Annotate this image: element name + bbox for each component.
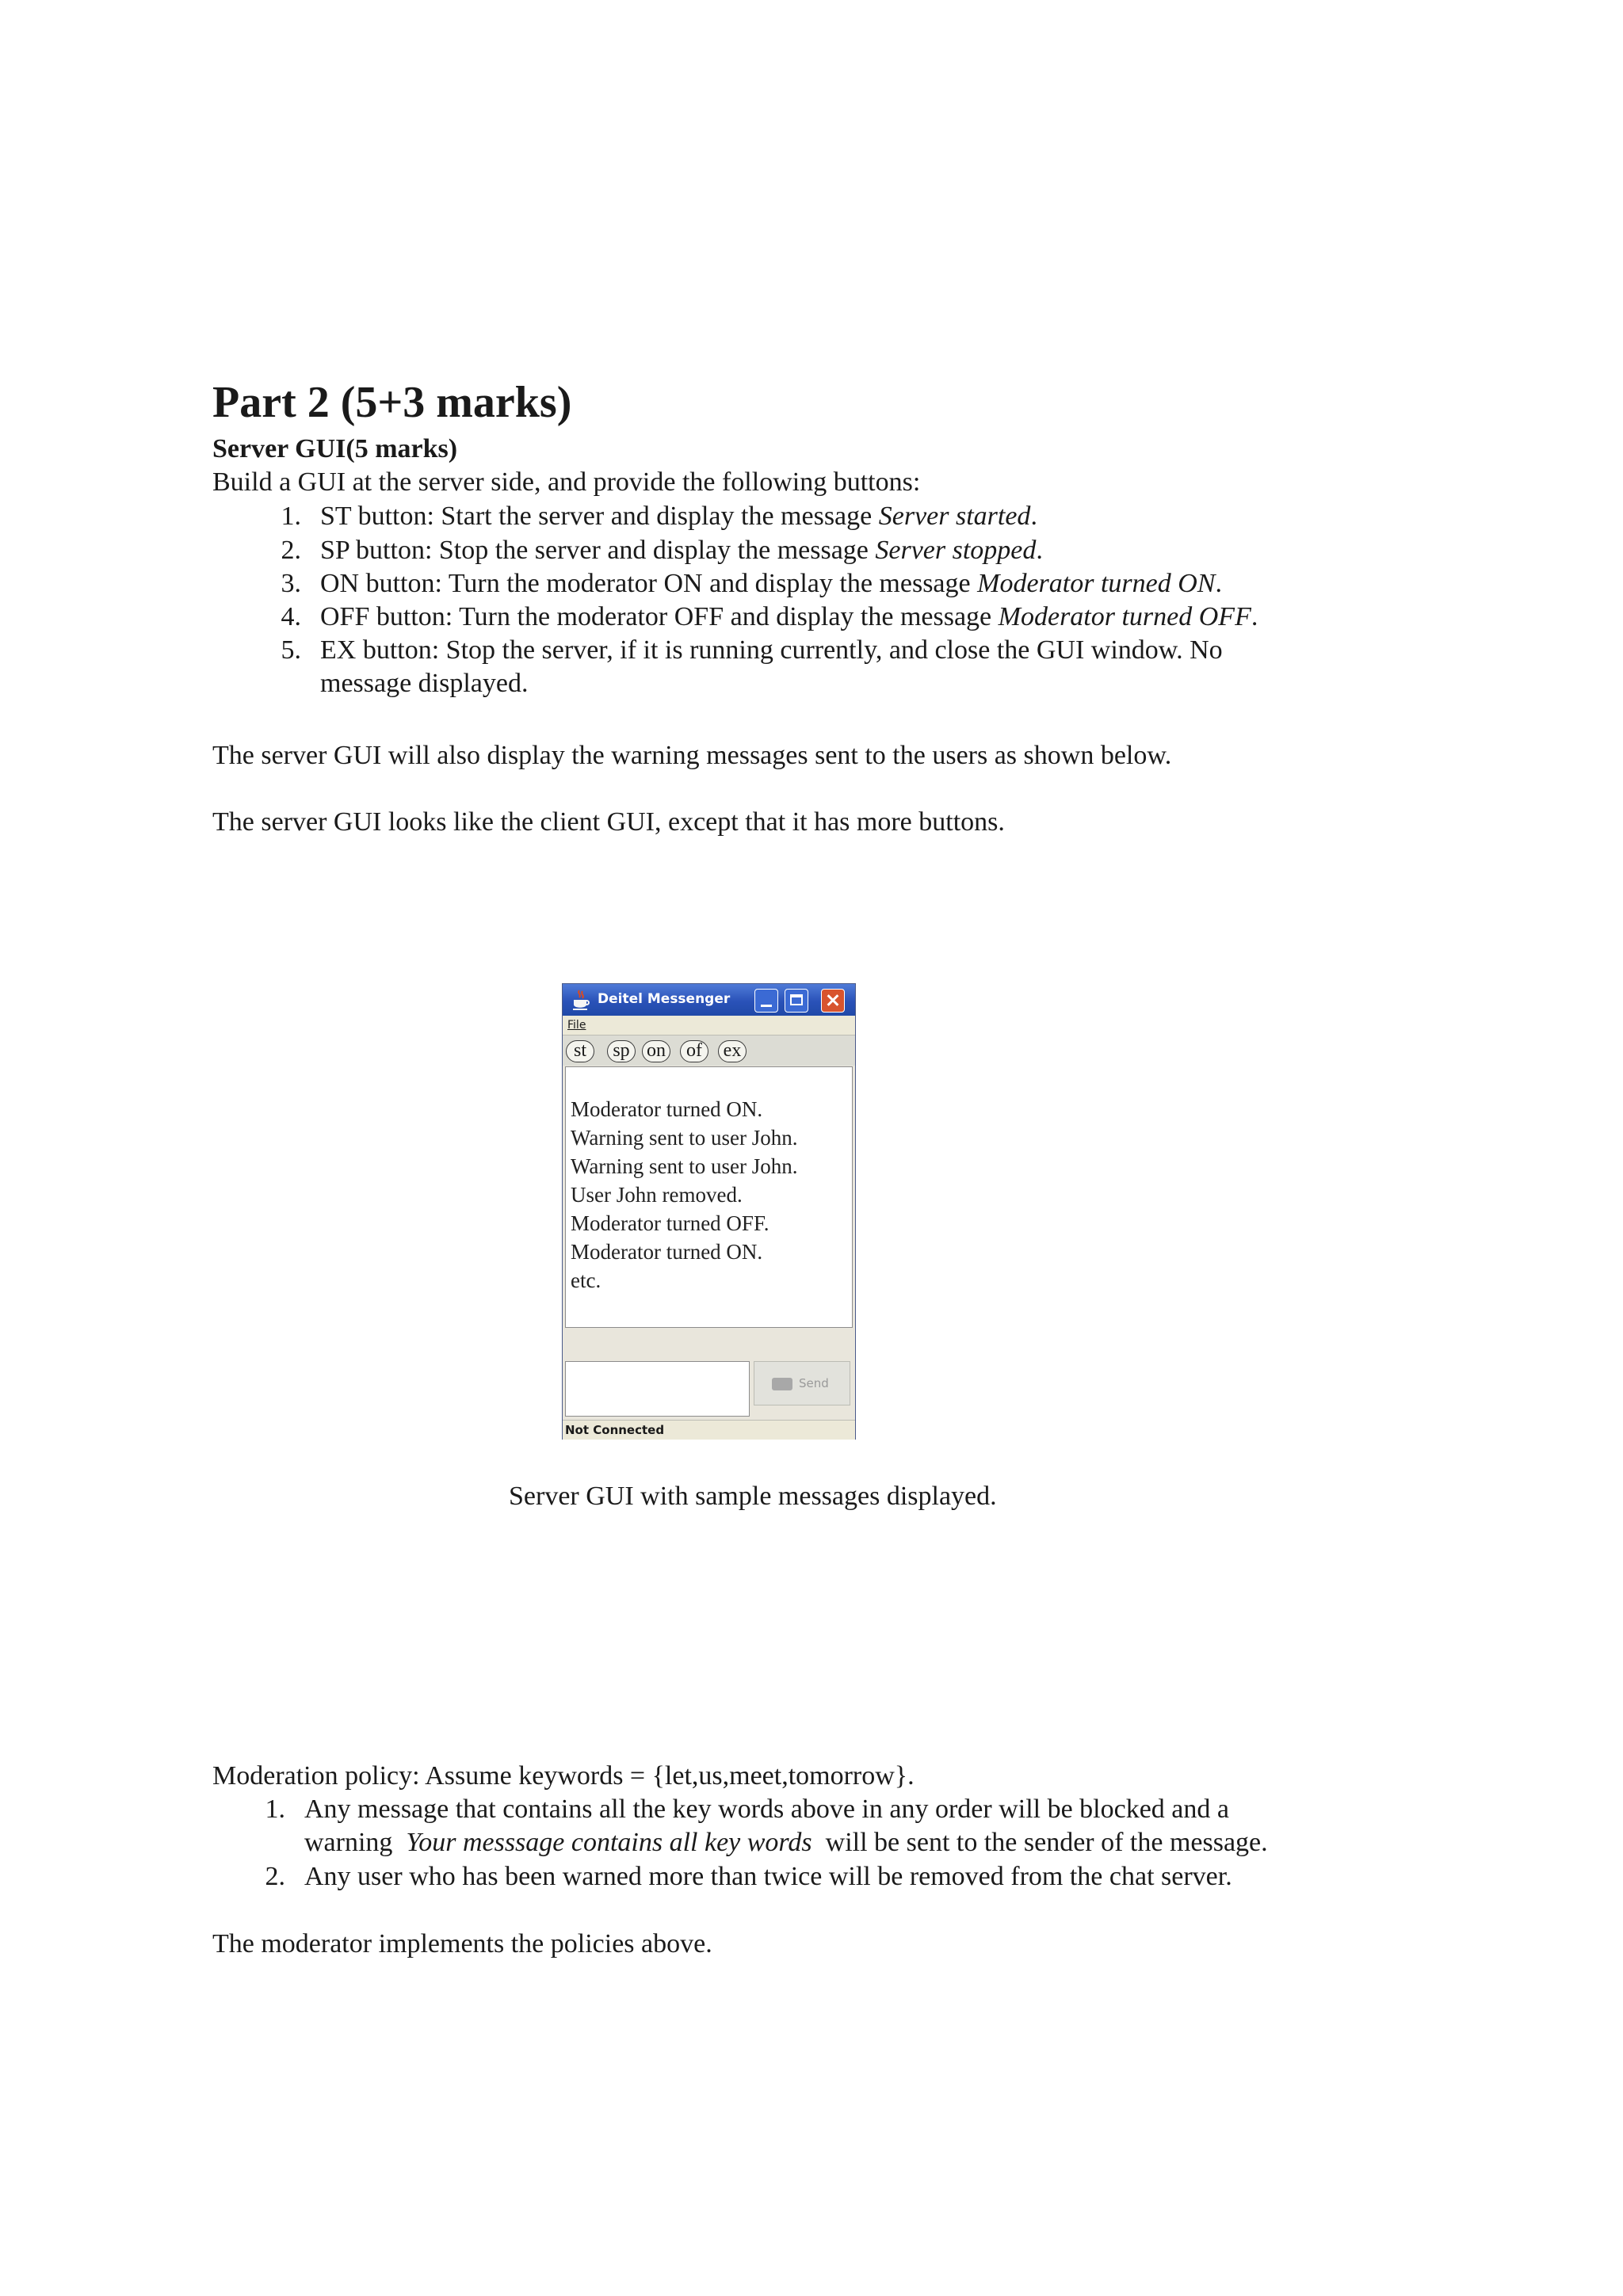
window-title: Deitel Messenger	[598, 991, 731, 1007]
of-button[interactable]: of	[680, 1040, 708, 1062]
message-area[interactable]	[565, 1066, 853, 1328]
ex-button[interactable]: ex	[718, 1040, 747, 1062]
message-input[interactable]	[565, 1361, 750, 1417]
list-number: 4.	[281, 602, 301, 631]
send-button[interactable]	[754, 1361, 850, 1405]
message-line: Warning sent to user John.	[571, 1126, 798, 1150]
title-bar	[563, 984, 855, 1016]
list-number: 1.	[265, 1794, 285, 1824]
list-item: SP button: Stop the server and display the message Server stopped.	[320, 536, 1043, 565]
message-line: Moderator turned ON.	[571, 1240, 763, 1264]
closing-paragraph: The moderator implements the policies above.	[212, 1929, 712, 1958]
status-bar	[563, 1420, 855, 1440]
minimize-button[interactable]	[754, 989, 778, 1013]
policy-intro: Moderation policy: Assume keywords = {let,us,meet,tomorrow}.	[212, 1761, 915, 1791]
message-line: Moderator turned ON.	[571, 1097, 763, 1121]
maximize-button[interactable]	[785, 989, 808, 1013]
menu-file[interactable]: File	[567, 1019, 586, 1032]
list-number: 2.	[281, 536, 301, 565]
policy-item: Any message that contains all the key words above in any order will be blocked and a	[304, 1794, 1229, 1824]
list-number: 5.	[281, 635, 301, 665]
send-label: Send	[799, 1376, 829, 1390]
message-line: etc.	[571, 1268, 601, 1292]
st-button[interactable]: st	[566, 1040, 594, 1062]
list-number: 2.	[265, 1862, 285, 1891]
close-button[interactable]	[821, 989, 845, 1013]
section-subheading: Server GUI(5 marks)	[212, 434, 458, 463]
on-button[interactable]: on	[642, 1040, 670, 1062]
warning-paragraph: The server GUI will also display the warning messages sent to the users as shown below.	[212, 741, 1172, 770]
menu-bar	[563, 1016, 855, 1035]
send-icon	[772, 1378, 792, 1390]
list-number: 1.	[281, 502, 301, 531]
message-line: User John removed.	[571, 1183, 743, 1207]
intro-text: Build a GUI at the server side, and provide the following buttons:	[212, 467, 921, 497]
messenger-window	[562, 983, 856, 1440]
sp-button[interactable]: sp	[607, 1040, 636, 1062]
message-line: Moderator turned OFF.	[571, 1211, 769, 1235]
status-text: Not Connected	[565, 1423, 665, 1437]
toolbar	[563, 1035, 855, 1066]
list-item: EX button: Stop the server, if it is running currently, and close the GUI window. No	[320, 635, 1223, 665]
list-item-continuation: message displayed.	[320, 669, 529, 698]
looks-paragraph: The server GUI looks like the client GUI, except that it has more buttons.	[212, 807, 1005, 837]
policy-item-continuation: warning Your messsage contains all key words will be sent to the sender of the message.	[304, 1828, 1268, 1857]
list-item: ST button: Start the server and display the message Server started.	[320, 502, 1037, 531]
page-heading: Part 2 (5+3 marks)	[212, 378, 572, 427]
list-item: ON button: Turn the moderator ON and display the message Moderator turned ON.	[320, 569, 1222, 598]
java-cup-icon	[572, 989, 590, 1011]
policy-item: Any user who has been warned more than twice will be removed from the chat server.	[304, 1862, 1232, 1891]
list-number: 3.	[281, 569, 301, 598]
figure-caption: Server GUI with sample messages displayed.	[509, 1482, 997, 1511]
message-line: Warning sent to user John.	[571, 1154, 798, 1178]
list-item: OFF button: Turn the moderator OFF and display the message Moderator turned OFF.	[320, 602, 1258, 631]
